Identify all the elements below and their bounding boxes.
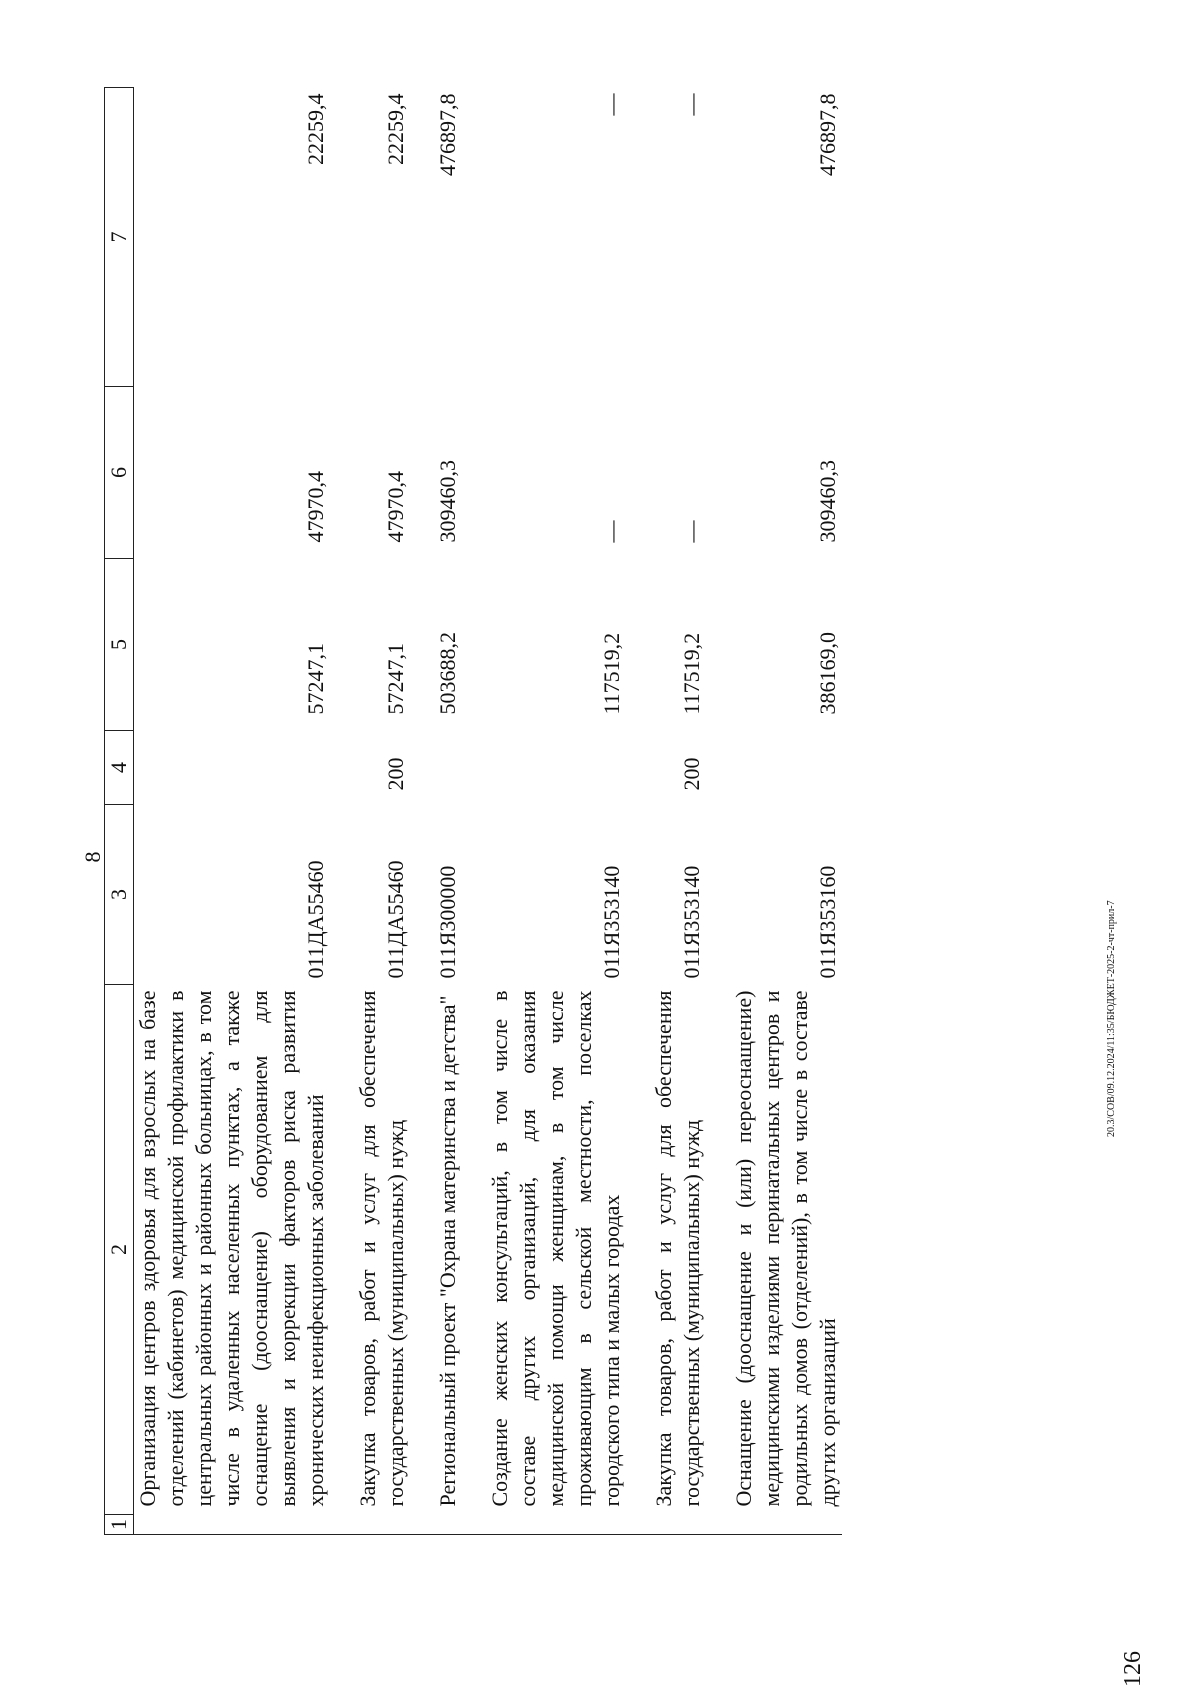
row-amount-col5: 117519,2 <box>679 632 704 715</box>
document-footer-code: 20.3/СОВ/09.12.2024/11:35/БЮДЖЕТ-2025-2-чт-прил-7 <box>1106 900 1117 1137</box>
row-target-code: 011Я353140 <box>679 865 704 979</box>
row-expense-kind: 200 <box>383 757 408 791</box>
row-description: Закупка товаров, работ и услуг для обеспечения государственных (муниципальных) нужд <box>355 990 408 1507</box>
column-header-7: 7 <box>105 88 134 387</box>
column-header-1: 1 <box>105 1515 134 1535</box>
row-description: Организация центров здоровья для взрослых на базе отделений (кабинетов) медицинской профилактики в центральных районных и районных больницах, в том числе в удаленных населенных пунктах, а также оснащение (дооснащение) оборудованием для выявления и коррекции факторов риска развития хронических неинфекционных заболеваний <box>135 990 328 1507</box>
row-amount-col5: 117519,2 <box>599 632 624 715</box>
row-amount-col7: 22259,4 <box>383 93 408 165</box>
row-target-code: 011ДА55460 <box>303 860 328 979</box>
row-description: Оснащение (дооснащение и (или) переоснащение) медицинскими изделиями перинатальных центров и родильных домов (отделений), в том числе в составе других организаций <box>731 990 840 1507</box>
table-row <box>354 88 410 1535</box>
row-amount-col5: 57247,1 <box>303 643 328 715</box>
column-number-row <box>105 88 134 1535</box>
row-amount-col7: 476897,8 <box>815 93 840 176</box>
column-header-5: 5 <box>105 559 134 731</box>
row-description: Закупка товаров, работ и услуг для обеспечения государственных (муниципальных) нужд <box>651 990 704 1507</box>
table-row <box>434 88 462 1535</box>
row-amount-col5: 57247,1 <box>383 643 408 715</box>
budget-table <box>104 87 842 1535</box>
row-target-code: 011ДА55460 <box>383 860 408 979</box>
row-expense-kind <box>730 731 842 805</box>
row-target-code: 011Я353160 <box>815 865 840 979</box>
row-amount-col5: 386169,0 <box>815 632 840 715</box>
row-description: Региональный проект "Охрана материнства и детства" <box>435 995 460 1507</box>
row-expense-kind <box>134 731 331 805</box>
column-header-3: 3 <box>105 805 134 985</box>
row-amount-col6: 309460,3 <box>815 460 840 543</box>
column-header-4: 4 <box>105 731 134 805</box>
row-expense-kind <box>486 731 626 805</box>
page-number: 8 <box>80 851 105 863</box>
sheet-number: 126 <box>1120 1651 1146 1687</box>
table-row <box>486 88 626 1535</box>
row-amount-col6: 47970,4 <box>383 471 408 543</box>
row-target-code: 011Я353140 <box>599 865 624 979</box>
row-target-code: 011Я300000 <box>435 865 460 979</box>
row-expense-kind <box>434 731 462 805</box>
row-description: Создание женских консультаций, в том числе в составе других организаций, для оказания медицинской помощи женщинам, в том числе проживающим в сельской местности, поселках городского типа и малых городах <box>487 990 624 1507</box>
table-row <box>134 88 331 1535</box>
table-row <box>730 88 842 1535</box>
table-row <box>650 88 706 1535</box>
row-amount-col6: — <box>679 520 704 543</box>
row-expense-kind: 200 <box>679 757 704 791</box>
row-amount-col6: 47970,4 <box>303 471 328 543</box>
row-amount-col7: 476897,8 <box>435 93 460 176</box>
row-amount-col5: 503688,2 <box>435 632 460 715</box>
column-header-2: 2 <box>105 985 134 1515</box>
row-amount-col6: — <box>599 520 624 543</box>
row-amount-col7: — <box>679 93 704 116</box>
column-header-6: 6 <box>105 387 134 559</box>
row-amount-col6: 309460,3 <box>435 460 460 543</box>
row-amount-col7: — <box>599 93 624 116</box>
row-amount-col7: 22259,4 <box>303 93 328 165</box>
